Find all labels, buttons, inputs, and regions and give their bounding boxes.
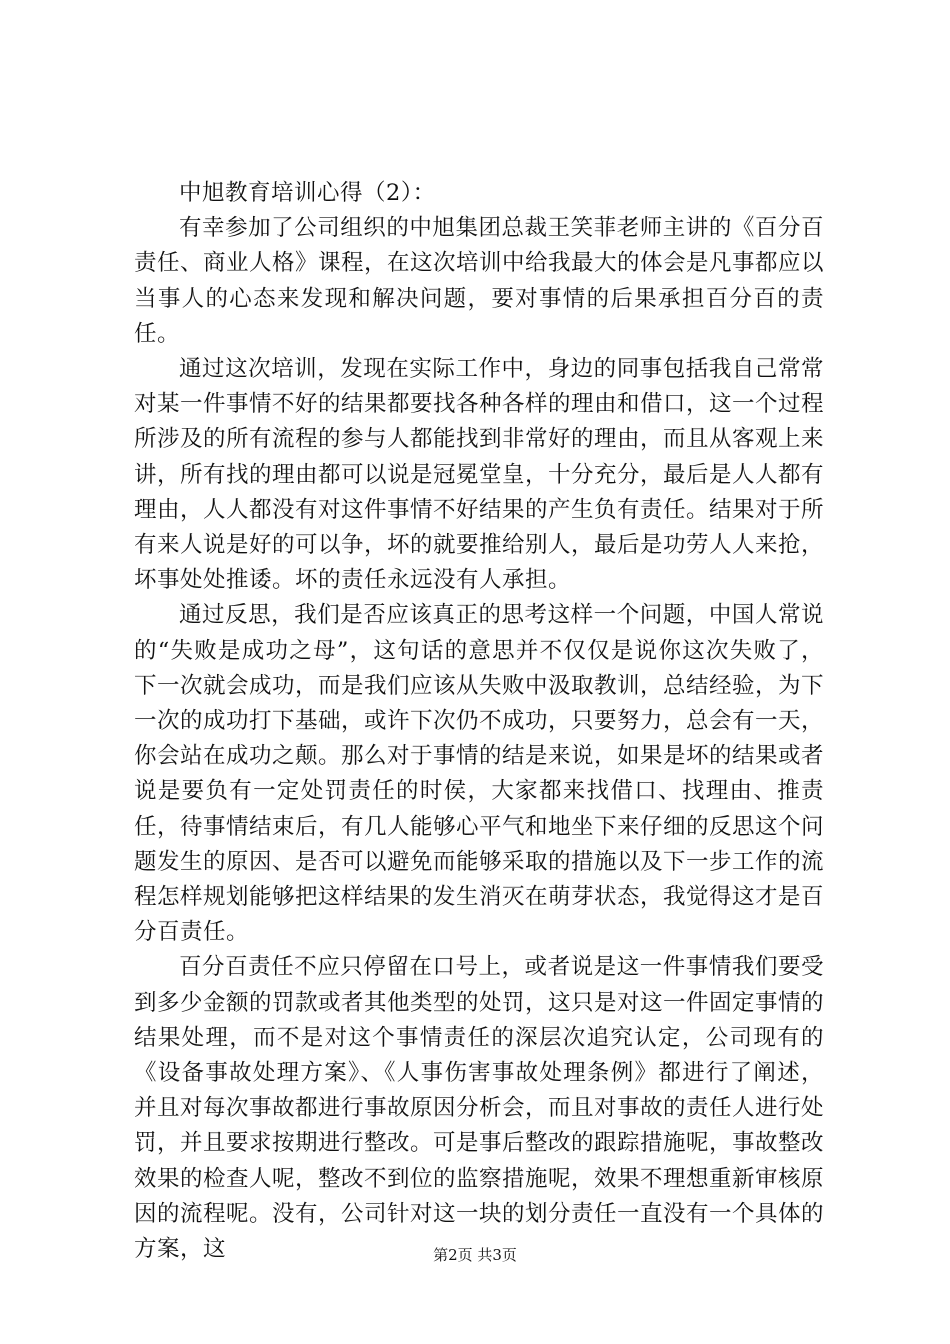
paragraph-3: 通过反思，我们是否应该真正的思考这样一个问题，中国人常说的“失败是成功之母”，这句话的意思并不仅仅是说你这次失败了，下一次就会成功，而是我们应该从失败中汲取教训，总结经验，为下一次的成功打下基础，或许下次仍不成功，只要努力，总会有一天，你会站在成功之颠。那么对于事情的结是来说，如果是坏的结果或者说是要负有一定处罚责任的时侯，大家都来找借口、找理由、推责任，待事情结束后，有几人能够心平气和地坐下来仔细的反思这个问题发生的原因、是否可以避免而能够采取的措施以及下一步工作的流程怎样规划能够把这样结果的发生消灭在萌芽状态，我觉得这才是百分百责任。 [134,602,825,946]
document-heading: 中旭教育培训心得（2）： [179,180,436,206]
page-footer: 第2页 共3页 [433,1246,517,1264]
paragraph-2: 通过这次培训，发现在实际工作中，身边的同事包括我自己常常对某一件事情不好的结果都要找各种各样的理由和借口，这一个过程所涉及的所有流程的参与人都能找到非常好的理由，而且从客观上来讲，所有找的理由都可以说是冠冕堂皇，十分充分，最后是人人都有理由，人人都没有对这件事情不好结果的产生负有责任。结果对于所有来人说是好的可以争，坏的就要推给别人，最后是功劳人人来抢，坏事处处推诿。坏的责任永远没有人承担。 [134,356,825,594]
paragraph-1: 有幸参加了公司组织的中旭集团总裁王笑菲老师主讲的《百分百责任、商业人格》课程，在这次培训中给我最大的体会是凡事都应以当事人的心态来发现和解决问题，要对事情的后果承担百分百的责任。 [134,215,825,347]
paragraph-4: 百分百责任不应只停留在口号上，或者说是这一件事情我们要受到多少金额的罚款或者其他类型的处罚，这只是对这一件固定事情的结果处理，而不是对这个事情责任的深层次追究认定，公司现有的《设备事故处理方案》、《人事伤害事故处理条例》都进行了阐述，并且对每次事故都进行事故原因分析会，而且对事故的责任人进行处罚，并且要求按期进行整改。可是事后整改的跟踪措施呢，事故整改效果的检查人呢，整改不到位的监察措施呢，效果不理想重新审核原因的流程呢。没有，公司针对这一块的划分责任一直没有一个具体的方案，这 [134,954,825,1263]
document-body [134,176,824,1267]
